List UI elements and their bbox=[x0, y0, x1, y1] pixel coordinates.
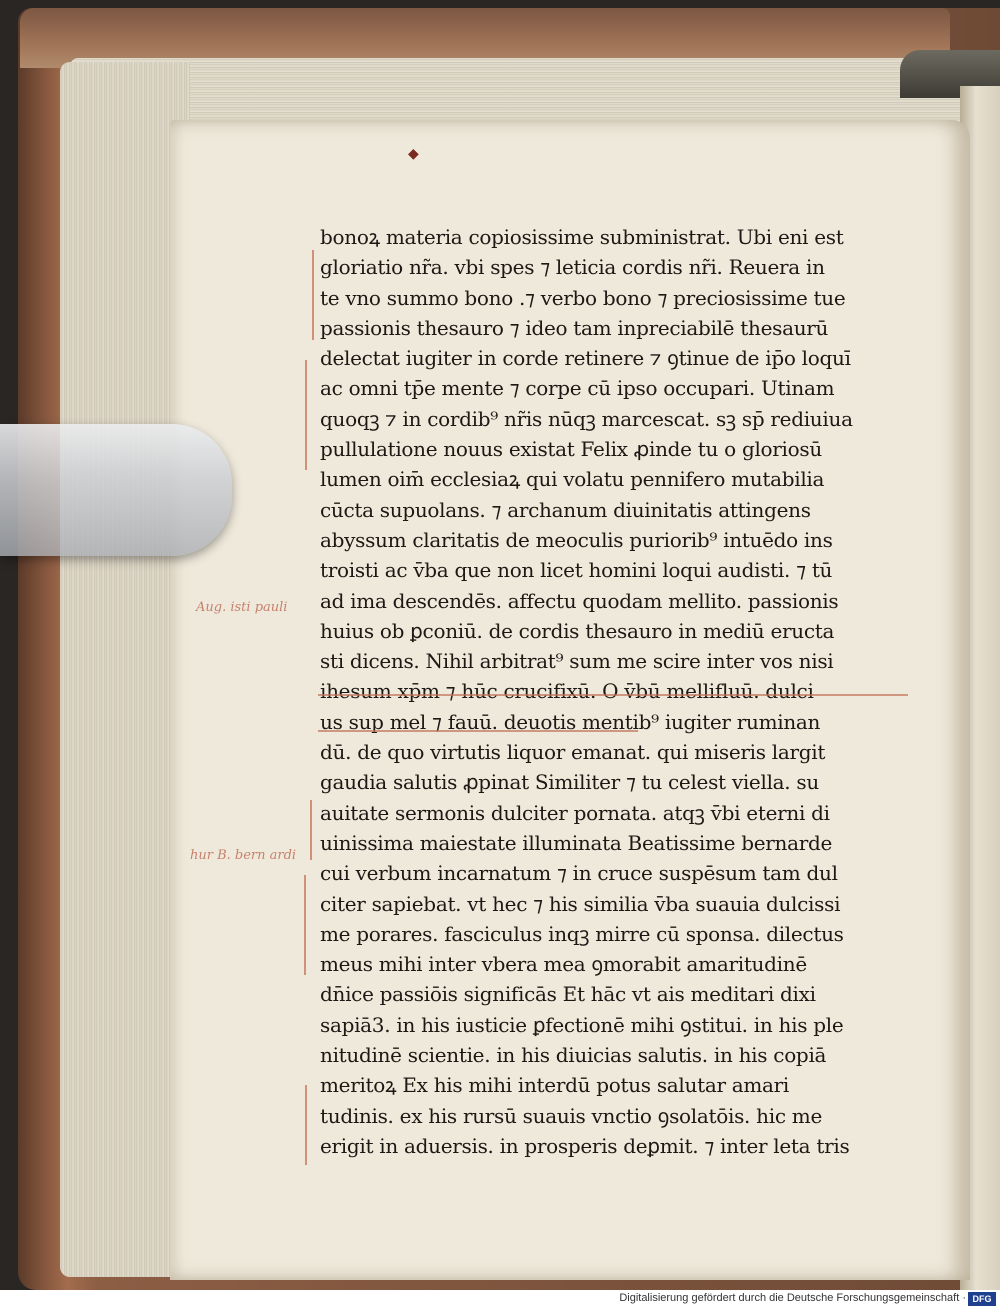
text-line: gloriatio nr̃a. vbi spes ⁊ leticia cordis nr̃i. Reuera in bbox=[320, 255, 825, 280]
text-line: us sup mel ⁊ fauū. deuotis mentib⁹ iugiter ruminan bbox=[320, 709, 821, 734]
margin-note: Aug. isti pauli bbox=[196, 600, 288, 615]
glass-page-weight bbox=[0, 424, 232, 556]
text-line: me porares. fasciculus inqꝫ mirre cū sponsa. dilectus bbox=[320, 921, 844, 946]
text-line: uinissima maiestate illuminata Beatissime bernarde bbox=[320, 830, 833, 855]
footer-bar bbox=[0, 1290, 1000, 1309]
text-line: sti dicens. Nihil arbitrat⁹ sum me scire inter vos nisi bbox=[320, 649, 834, 674]
margin-brace bbox=[310, 800, 322, 860]
text-line: tudinis. ex his rursū suauis vnctio ꝯsolatōis. hic me bbox=[320, 1103, 822, 1128]
page-mark-dot: ◆ bbox=[408, 146, 419, 162]
text-line: auitate sermonis dulciter pornata. atqꝫ v̄bi eterni di bbox=[320, 800, 830, 825]
text-line: abyssum claritatis de meoculis puriorib⁹ intuēdo ins bbox=[320, 527, 833, 552]
text-line: ihesum xp̄m ⁊ hūc crucifixū. O v̄bū mellifluū. dulci bbox=[320, 679, 814, 704]
text-line: pullulatione nouus existat Felix ꝓinde tu o gloriosū bbox=[320, 437, 822, 462]
margin-brace bbox=[305, 1085, 317, 1165]
text-line: troisti ac v̄ba que non licet homini loqui audisti. ⁊ tū bbox=[320, 558, 833, 583]
text-line: huius ob ꝑconiū. de cordis thesauro in mediū eructa bbox=[320, 618, 835, 643]
footer-credit: Digitalisierung gefördert durch die Deutsche Forschungsgemeinschaft · bbox=[619, 1292, 966, 1304]
underline-mark bbox=[318, 730, 638, 732]
text-line: ac omni tp̄e mente ⁊ corpe cū ipso occupari. Utinam bbox=[320, 376, 835, 401]
margin-brace bbox=[304, 875, 316, 975]
text-line: passionis thesauro ⁊ ideo tam inpreciabilē thesaurū bbox=[320, 315, 829, 340]
text-line: lumen oim̄ ecclesiaꝝ qui volatu pennifero mutabilia bbox=[320, 467, 825, 492]
text-line: cūcta supuolans. ⁊ archanum diuinitatis attingens bbox=[320, 497, 811, 522]
text-line: sapiā3. in his iusticie ꝑfectionē mihi ꝯstitui. in his ple bbox=[320, 1012, 844, 1037]
text-line: dū. de quo virtutis liquor emanat. qui miseris largit bbox=[320, 740, 826, 765]
text-line: nitudinē scientie. in his diuicias salutis. in his copiā bbox=[320, 1043, 827, 1068]
underline-mark bbox=[318, 694, 908, 696]
margin-brace bbox=[312, 250, 324, 340]
text-block bbox=[320, 222, 918, 1161]
text-line: gaudia salutis ꝓpinat Similiter ⁊ tu celest viella. su bbox=[320, 770, 819, 795]
text-line: te vno summo bono .⁊ verbo bono ⁊ preciosissime tue bbox=[320, 285, 846, 310]
text-line: ad ima descendēs. affectu quodam mellito. passionis bbox=[320, 588, 839, 613]
text-line: meus mihi inter vbera mea ꝯmorabit amaritudinē bbox=[320, 952, 807, 977]
text-line: bonoꝝ materia copiosissime subministrat. Ubi eni est bbox=[320, 225, 844, 249]
margin-note: hur B. bern ardi bbox=[190, 848, 297, 863]
text-line: dn̄ice passiōis significās Et hāc vt ais meditari dixi bbox=[320, 982, 816, 1007]
margin-brace bbox=[305, 360, 317, 470]
text-line: citer sapiebat. vt hec ⁊ his similia v̄ba suauia dulcissi bbox=[320, 891, 841, 916]
page-edges-top bbox=[70, 58, 970, 128]
text-line: quoqꝫ ⁊ in cordib⁹ nr̃is nūqꝫ marcescat. sꝫ sp̄ rediuiua bbox=[320, 406, 853, 431]
text-line: meritoꝝ Ex his mihi interdū potus salutar amari bbox=[320, 1073, 790, 1098]
text-line: erigit in aduersis. in prosperis deꝑmit. ⁊ inter leta tris bbox=[320, 1133, 850, 1158]
dfg-logo: DFG bbox=[968, 1292, 996, 1306]
text-line: delectat iugiter in corde retinere ⁊ ꝯtinue de ip̄o loquī bbox=[320, 346, 851, 371]
text-line: cui verbum incarnatum ⁊ in cruce suspēsum tam dul bbox=[320, 861, 838, 886]
